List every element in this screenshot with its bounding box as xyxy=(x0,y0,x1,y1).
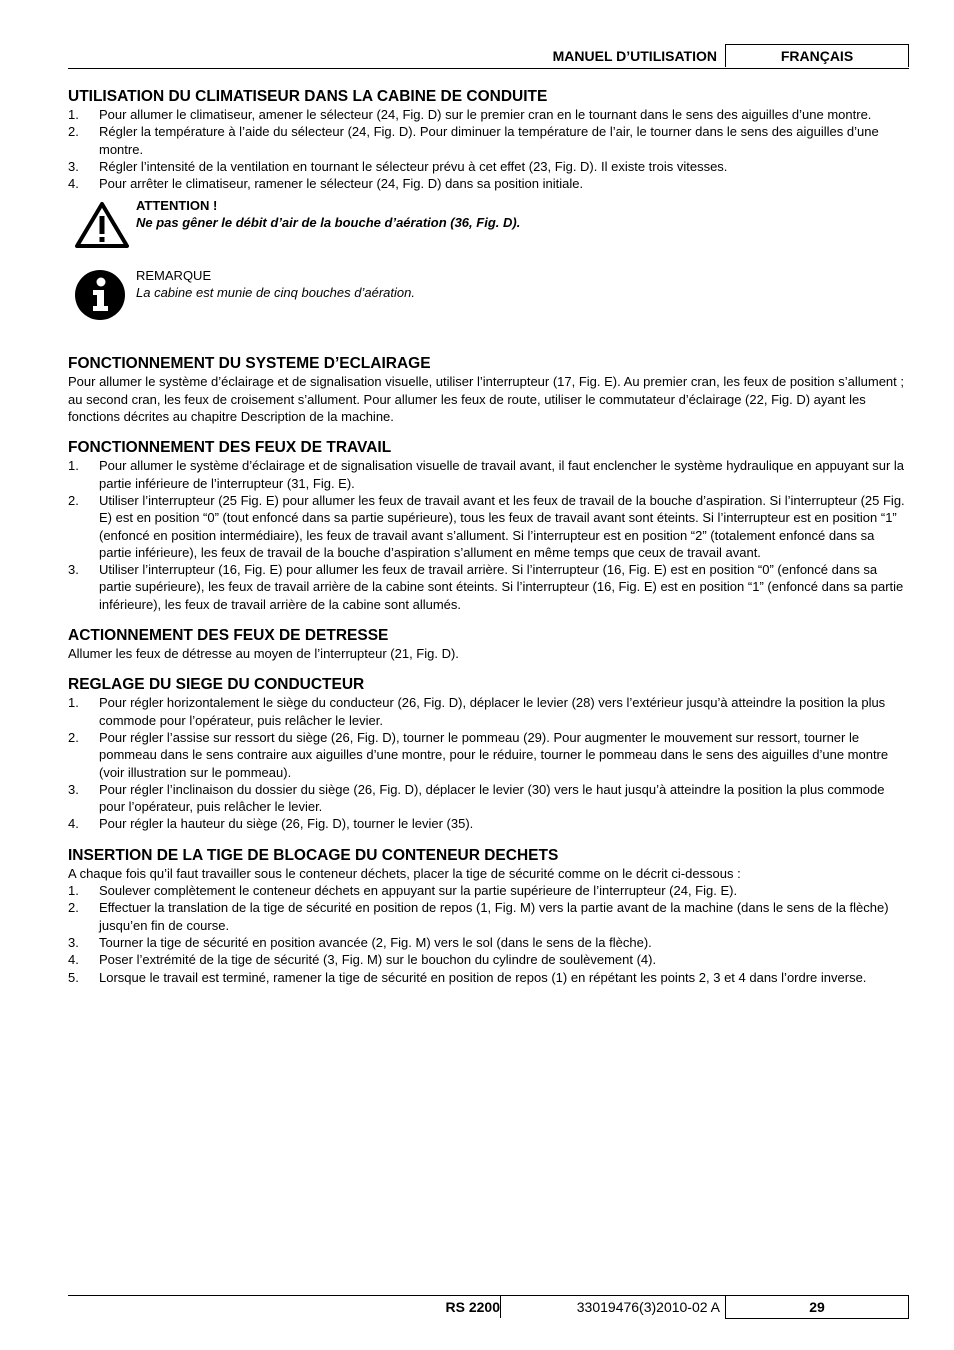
section-title: ACTIONNEMENT DES FEUX DE DETRESSE xyxy=(68,627,389,645)
section-climatiseur xyxy=(68,88,909,337)
section-title: UTILISATION DU CLIMATISEUR DANS LA CABINE DE CONDUITE xyxy=(68,88,548,105)
list-item: 2. Régler la température à l’aide du sélecteur (24, Fig. D). Pour diminuer la température de l’air, le tourner dans le sens des aiguilles d’une montre. xyxy=(68,124,879,157)
info-icon xyxy=(74,269,126,321)
warning-note xyxy=(68,197,909,263)
paragraph: A chaque fois qu’il faut travailler sous le conteneur déchets, placer la tige de sécurité comme on le décrit ci-dessous : xyxy=(68,865,741,881)
section-eclairage xyxy=(68,355,909,425)
numbered-list xyxy=(68,457,909,613)
list-item: 2. Pour régler l’assise sur ressort du siège (26, Fig. D), tourner le pommeau (29). Pour augmenter le mouvement sur ressort, tourner le pommeau dans le sens contraire aux aiguilles d’une montre, pour le réduire, tourner le pommeau dans le sens des aiguilles d’une montre (voir illustration sur le pommeau). xyxy=(68,729,889,780)
section-feux-travail xyxy=(68,439,909,613)
list-item: 1. Pour allumer le système d’éclairage et de signalisation visuelle de travail avant, il faut enclencher le système hydraulique en appuyant sur la partie inférieure de l’interrupteur (31, Fig. E). xyxy=(68,458,904,491)
section-title: REGLAGE DU SIEGE DU CONDUCTEUR xyxy=(68,676,365,694)
numbered-list xyxy=(68,106,909,192)
list-item: 2. Utiliser l’interrupteur (25 Fig. E) pour allumer les feux de travail avant et les feux de travail de la bouche d’aspiration. Si l’interrupteur (25 Fig. E) est en position “0” (tout enfoncé dans sa partie supérieure), tous les feux de travail avant sont éteints. Si l’interrupteur est en position “1” (enfoncé en position intermédiaire), les feux de travail avant s’allument. Si l’interrupteur est en position “2” (totalement enfoncé dans sa partie inférieure), les feux de travail de la bouche d’aspiration s’allument en même temps que ceux de travail avant. xyxy=(68,492,905,560)
warning-title: ATTENTION ! xyxy=(136,198,218,214)
paragraph: Pour allumer le système d’éclairage et de signalisation visuelle, utiliser l’interrupteur (17, Fig. E). Au premier cran, les feux de position s’allument ; au second cran, les feux de croisement s’allument. Pour allumer les feux de route, utiliser le commutateur d’éclairage (22, Fig. D) ayant les fonctions décrites au chapitre Description de la machine. xyxy=(68,374,904,425)
numbered-list xyxy=(68,882,909,986)
document-number: 33019476(3)2010-02 A xyxy=(576,1299,720,1315)
page-header xyxy=(68,44,909,69)
list-item: 4. Pour arrêter le climatiseur, ramener le sélecteur (24, Fig. D) dans sa position initiale. xyxy=(68,176,584,192)
info-text: La cabine est munie de cinq bouches d’aération. xyxy=(136,285,415,301)
warning-text: Ne pas gêner le débit d’air de la bouche d’aération (36, Fig. D). xyxy=(136,215,521,231)
list-item: 3. Tourner la tige de sécurité en position avancée (2, Fig. M) vers le sol (dans le sens de la flèche). xyxy=(68,934,652,950)
section-title: INSERTION DE LA TIGE DE BLOCAGE DU CONTENEUR DECHETS xyxy=(68,846,559,864)
page-footer xyxy=(68,1295,909,1320)
list-item: 1. Pour allumer le climatiseur, amener le sélecteur (24, Fig. D) sur le premier cran en le tournant dans le sens des aiguilles d’une montre. xyxy=(68,107,872,122)
list-item: 4. Poser l’extrémité de la tige de sécurité (3, Fig. M) sur le bouchon du cylindre de soulèvement (4). xyxy=(68,952,657,968)
warning-triangle-icon xyxy=(74,201,130,249)
section-feux-detresse xyxy=(68,627,909,662)
info-note xyxy=(68,267,909,337)
list-item: 4. Pour régler la hauteur du siège (26, Fig. D), tourner le levier (35). xyxy=(68,816,474,832)
list-item: 1. Pour régler horizontalement le siège du conducteur (26, Fig. D), déplacer le levier (28) vers l’extérieur jusqu’à atteindre la position la plus commode pour l’opérateur, puis relâcher le levier. xyxy=(68,695,886,728)
page-content xyxy=(68,88,909,1000)
model-name: RS 2200 xyxy=(445,1299,500,1315)
section-title: FONCTIONNEMENT DES FEUX DE TRAVAIL xyxy=(68,439,392,457)
page-number: 29 xyxy=(725,1296,909,1319)
info-title: REMARQUE xyxy=(136,268,212,284)
numbered-list xyxy=(68,694,909,832)
footer-divider xyxy=(500,1296,501,1318)
list-item: 3. Pour régler l’inclinaison du dossier du siège (26, Fig. D), déplacer le levier (30) vers le haut jusqu’à atteindre la position la plus commode pour l’opérateur, puis relâcher le levier. xyxy=(68,781,885,815)
language-label: FRANÇAIS xyxy=(725,44,909,67)
section-siege xyxy=(68,676,909,832)
list-item: 2. Effectuer la translation de la tige de sécurité en position de repos (1, Fig. M) vers la partie avant de la machine (dans le sens de la flèche) jusqu’en fin de course. xyxy=(68,900,889,933)
list-item: 5. Lorsque le travail est terminé, ramener la tige de sécurité en position de repos (1) en répétant les points 2, 3 et 4 dans l’ordre inverse. xyxy=(68,969,867,985)
manual-title: MANUEL D’UTILISATION xyxy=(552,48,717,64)
list-item: 3. Régler l’intensité de la ventilation en tournant le sélecteur prévu à cet effet (23, Fig. D). Il existe trois vitesses. xyxy=(68,158,728,174)
list-item: 3. Utiliser l’interrupteur (16, Fig. E) pour allumer les feux de travail arrière. Si l’interrupteur (16, Fig. E) est en position “0” (enfoncé dans sa partie supérieure), les feux de travail arrière de la cabine sont éteints. Si l’interrupteur (16, Fig. E) est en position “1” (enfoncé dans sa partie inférieure), les feux de travail arrière de la cabine sont allumés. xyxy=(68,562,904,612)
section-title: FONCTIONNEMENT DU SYSTEME D’ECLAIRAGE xyxy=(68,355,431,373)
list-item: 1. Soulever complètement le conteneur déchets en appuyant sur la partie supérieure de l’interrupteur (24, Fig. E). xyxy=(68,883,738,899)
section-tige-blocage xyxy=(68,847,909,986)
paragraph: Allumer les feux de détresse au moyen de l’interrupteur (21, Fig. D). xyxy=(68,646,459,662)
